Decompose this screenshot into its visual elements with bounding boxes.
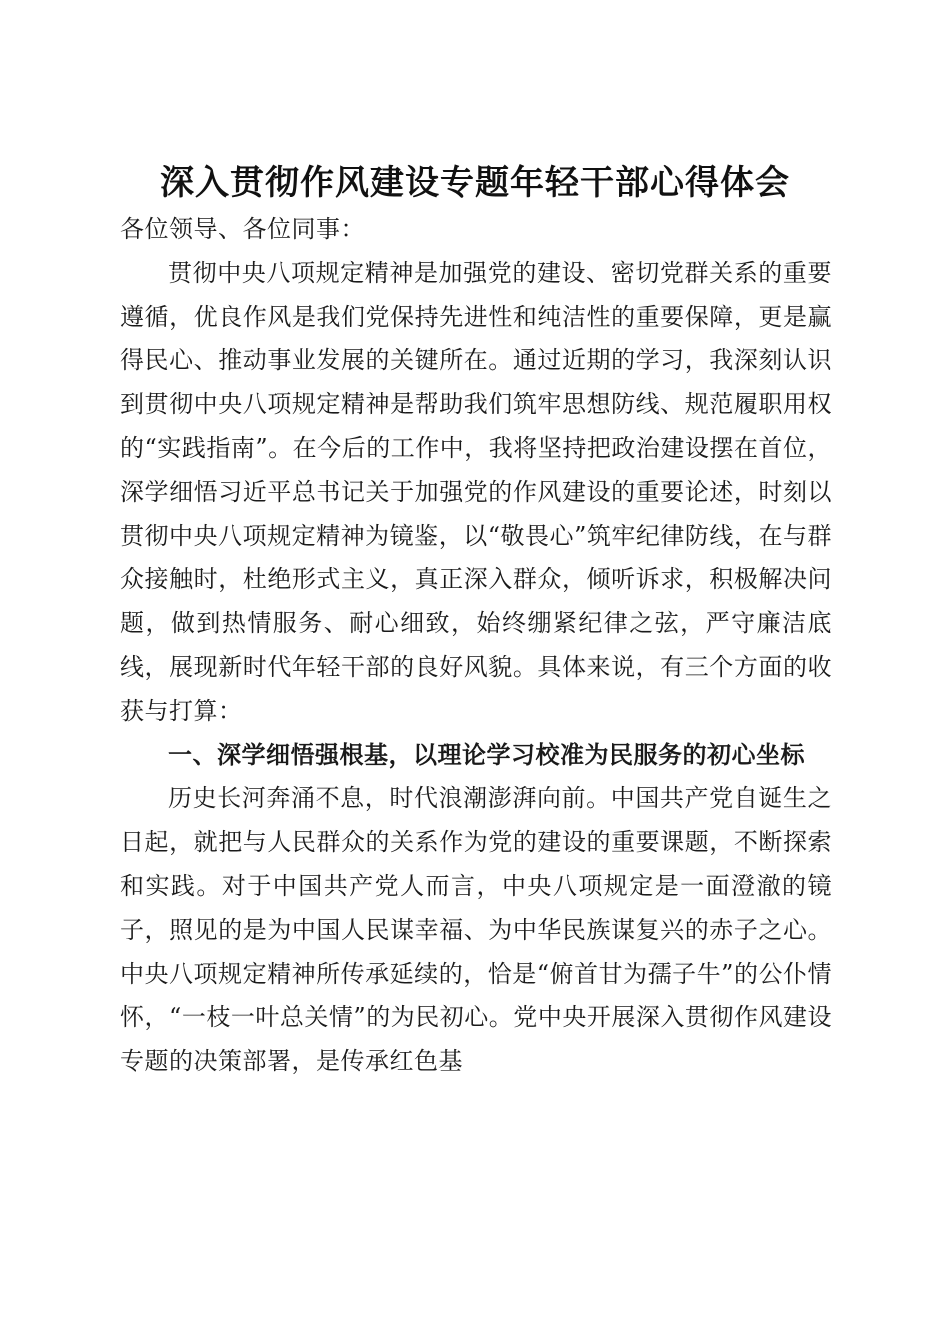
section-heading-1: 一、深学细悟强根基，以理论学习校准为民服务的初心坐标 bbox=[168, 740, 805, 769]
document-body bbox=[120, 208, 832, 1084]
paragraph-intro: 贯彻中央八项规定精神是加强党的建设、密切党群关系的重要遵循，优良作风是我们党保持先进性和纯洁性的重要保障，更是赢得民心、推动事业发展的关键所在。通过近期的学习，我深刻认识到贯彻中央八项规定精神是帮助我们筑牢思想防线、规范履职用权的“实践指南”。在今后的工作中，我将坚持把政治建设摆在首位，深学细悟习近平总书记关于加强党的作风建设的重要论述，时刻以贯彻中央八项规定精神为镜鉴，以“敬畏心”筑牢纪律防线，在与群众接触时，杜绝形式主义，真正深入群众，倾听诉求，积极解决问题，做到热情服务、耐心细致，始终绷紧纪律之弦，严守廉洁底线，展现新时代年轻干部的良好风貌。具体来说，有三个方面的收获与打算： bbox=[120, 258, 832, 725]
paragraph-section-1: 历史长河奔涌不息，时代浪潮澎湃向前。中国共产党自诞生之日起，就把与人民群众的关系作为党的建设的重要课题，不断探索和实践。对于中国共产党人而言，中央八项规定是一面澄澈的镜子，照见的是为中国人民谋幸福、为中华民族谋复兴的赤子之心。中央八项规定精神所传承延续的，恰是“俯首甘为孺子牛”的公仆情怀，“一枝一叶总关情”的为民初心。党中央开展深入贯彻作风建设专题的决策部署，是传承红色基 bbox=[120, 784, 832, 1076]
document-title: 深入贯彻作风建设专题年轻干部心得体会 bbox=[160, 162, 790, 203]
salutation: 各位领导、各位同事： bbox=[120, 215, 365, 243]
